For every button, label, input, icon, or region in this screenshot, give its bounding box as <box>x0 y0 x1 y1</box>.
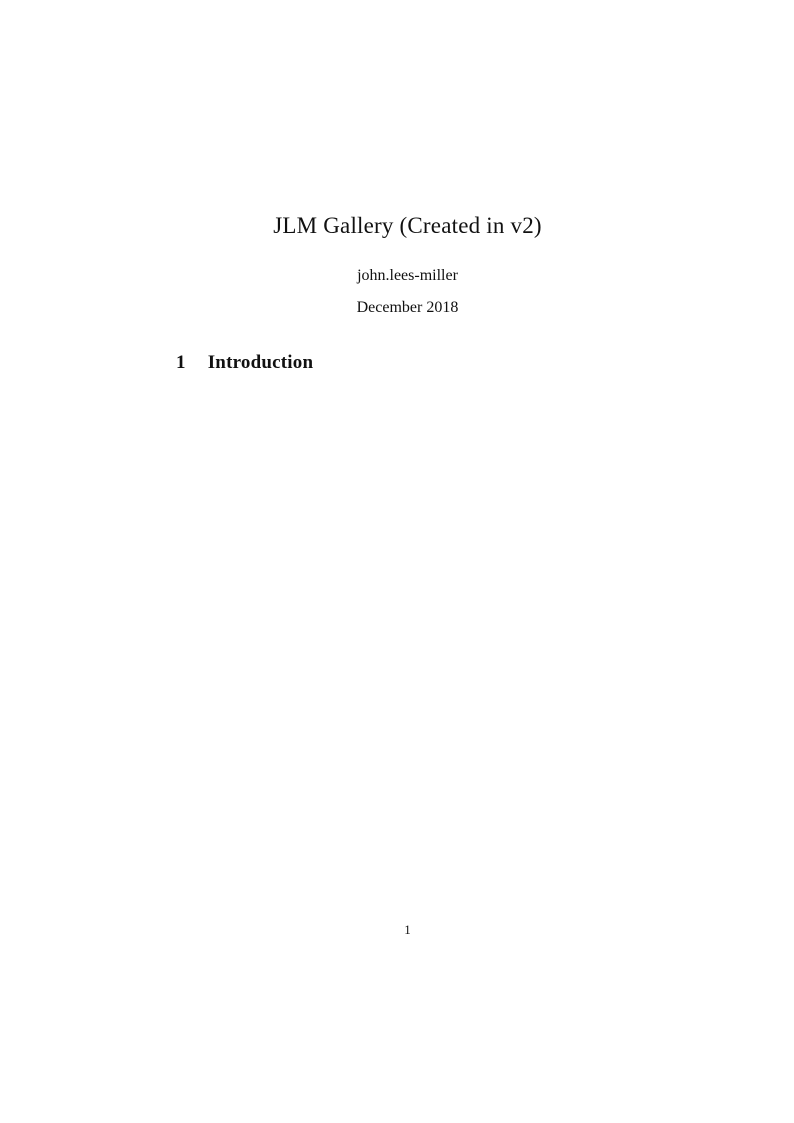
text-column <box>176 0 639 1123</box>
page-number: 1 <box>404 922 411 937</box>
section-title: Introduction <box>207 352 314 373</box>
section-number: 1 <box>176 352 186 373</box>
section-heading <box>176 352 639 375</box>
document-author: john.lees-miller <box>357 267 458 284</box>
document-date: December 2018 <box>356 299 459 316</box>
document-title: JLM Gallery (Created in v2) <box>273 213 542 238</box>
